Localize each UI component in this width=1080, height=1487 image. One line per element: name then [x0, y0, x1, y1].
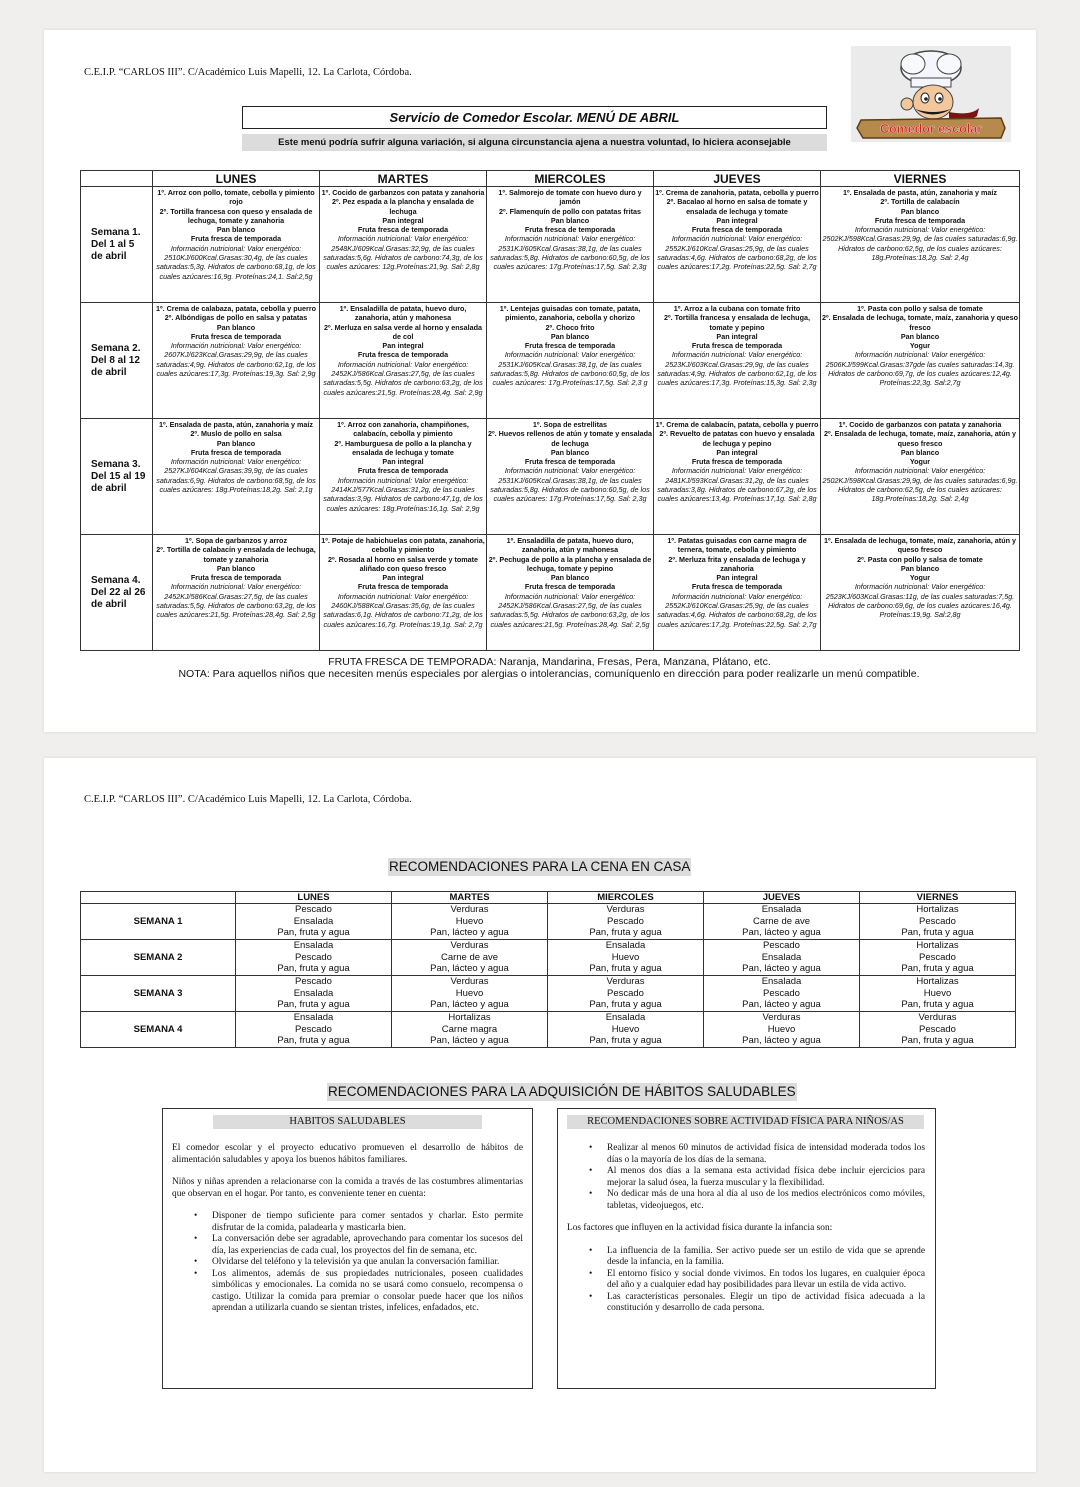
dish-line: 1º. Salmorejo de tomate con huevo duro y jamón: [498, 188, 642, 207]
dish-line: 2º. Pechuga de pollo a la plancha y ensalada de lechuga, tomate y pepino: [488, 554, 652, 573]
cena-item: Pan, fruta y agua: [589, 927, 662, 939]
cena-item: Pescado: [919, 915, 956, 927]
cena-item: Pan, fruta y agua: [901, 927, 974, 939]
cena-cell: [860, 976, 1016, 1012]
dish-line: Fruta fresca de temporada: [691, 457, 783, 467]
nutrition-info: Información nutricional: Valor energético: 2506KJ/599Kcal.Grasas:37gde las cuales saturadas:14,3g. Hidratos de carbono:69,7g, de los cuales azúcares:12,4g. Proteínas:22,3g. Sal:2,7g: [825, 350, 1015, 388]
dish-line: Fruta fresca de temporada: [357, 582, 449, 592]
menu-cell: [654, 187, 821, 303]
dish-line: Pan blanco: [216, 322, 256, 332]
dish-line: 2º. Muslo de pollo en salsa: [190, 429, 282, 439]
dish-line: 2º. Bacalao al horno en salsa de tomate y ensalada de lechuga y tomate: [666, 197, 808, 216]
dish-line: Pan blanco: [550, 447, 590, 457]
menu-cell: [153, 303, 320, 419]
list-item: • Disponer de tiempo suficiente para comer sentados y charlar. Esto permite disfrutar de la comida, paladearla y masticarla bien.: [212, 1211, 523, 1234]
dish-line: Fruta fresca de temporada: [691, 225, 783, 235]
cena-day-header: MIERCOLES: [548, 892, 704, 904]
cena-item: Pan, lácteo y agua: [742, 963, 821, 975]
menu-cell: [487, 535, 654, 651]
table-row: [81, 940, 1016, 976]
dish-line: Fruta fresca de temporada: [524, 341, 616, 351]
week-label-cell: [81, 535, 153, 651]
nutrition-info: Información nutricional: Valor energético: 2460KJ/588Kcal.Grasas:35,6g, de las cuales saturadas:6,1g. Hidratos de carbono:71,2g, de los cuales azúcares:16,7g. Proteínas:19,1g. Sal: 2,7g: [323, 591, 483, 629]
dish-line: Fruta fresca de temporada: [190, 234, 282, 244]
cena-cell: [236, 940, 392, 976]
cena-item: Pan, lácteo y agua: [430, 963, 509, 975]
cena-item: Huevo: [923, 987, 952, 999]
cena-cell: [392, 976, 548, 1012]
dish-line: Pan blanco: [900, 563, 940, 573]
cena-item: Pescado: [919, 1023, 956, 1035]
week-label-line: Del 8 al 12: [91, 355, 140, 366]
menu-cell: [821, 535, 1020, 651]
cena-item: Pan, fruta y agua: [901, 999, 974, 1011]
day-header: MARTES: [320, 171, 487, 187]
cena-day-header: VIERNES: [860, 892, 1016, 904]
menu-header-row: [81, 171, 1020, 187]
list-item: • La influencia de la familia. Ser activo puede ser un estilo de vida que se aprende desde la infancia, en la familia.: [607, 1246, 925, 1269]
cena-item: Pan, fruta y agua: [589, 963, 662, 975]
menu-cell: [487, 419, 654, 535]
cena-item: Pescado: [295, 904, 332, 915]
cena-item: Hortalizas: [448, 1012, 491, 1023]
week-label-line: Del 22 al 26: [91, 587, 146, 598]
menu-cell: [320, 303, 487, 419]
school-header: C.E.I.P. “CARLOS III”. C/Académico Luis Mapelli, 12. La Carlota, Córdoba.: [84, 67, 412, 78]
dish-line: 1º. Lentejas guisadas con tomate, patata, pimiento, zanahoria, cebolla y chorizo: [499, 304, 641, 323]
nutrition-info: Información nutricional: Valor energético: 2527KJ/604Kcal.Grasas:39,9g, de las cuales saturadas:6,9g. Hidratos de carbono:68,5g, de los cuales azúcares: 18g.Proteínas:18,2g. Sal: 2,1g: [156, 457, 316, 495]
dish-line: Fruta fresca de temporada: [874, 215, 966, 225]
list-item: • Al menos dos días a la semana esta actividad física debe incluir ejercicios para mejorar la salud ósea, la fuerza muscular y la flexibilidad.: [607, 1166, 925, 1189]
cena-item: Hortalizas: [916, 976, 959, 987]
menu-cell: [153, 535, 320, 651]
nutrition-info: Información nutricional: Valor energético: 2452KJ/586Kcal.Grasas:27,5g, de las cuales saturadas:5,5g. Hidratos de carbono:63,2g, de los cuales azúcares:21,5g. Proteínas:28,4g. Sal: 2,5g: [156, 582, 316, 620]
dish-line: 2º. Tortilla de calabacín: [880, 197, 960, 207]
cena-item: Hortalizas: [916, 940, 959, 951]
healthy-habits-heading: HABITOS SALUDABLES: [213, 1115, 482, 1129]
cena-item: Ensalada: [293, 940, 334, 951]
cena-cell: [392, 904, 548, 940]
menu-cell: [320, 535, 487, 651]
nutrition-info: Información nutricional: Valor energético: 2414KJ/577Kcal.Grasas:31,2g, de las cuales saturadas:3,9g. Hidratos de carbono:47,1g, de los cuales azúcares: 18g.Proteínas:16,1g. Sal: 2,9g: [323, 475, 483, 513]
dish-line: 1º. Arroz con zanahoria, champiñones, calabacín, cebolla y pimiento: [337, 420, 469, 439]
dish-line: 1º. Sopa de garbanzos y arroz: [184, 536, 288, 545]
menu-disclaimer: Este menú podría sufrir alguna variación, si alguna circunstancia ajena a nuestra voluntad, lo hiciera aconsejable: [242, 134, 827, 151]
activity-factors-intro: Los factores que influyen en la actividad física durante la infancia son:: [567, 1223, 833, 1233]
nutrition-info: Información nutricional: Valor energético: 2548KJ/609Kcal.Grasas:32,9g, de las cuales saturadas:5,6g. Hidratos de carbono:74,3g, de los cuales azúcares: 12g.Proteínas:21,9g. Sal: 2,8g: [323, 234, 483, 272]
cena-day-header: LUNES: [236, 892, 392, 904]
dish-line: 2º. Tortilla francesa y ensalada de lechuga, tomate y pepino: [664, 313, 810, 332]
cena-cell: [860, 1012, 1016, 1048]
dish-line: Pan blanco: [900, 331, 940, 341]
dish-line: Pan blanco: [216, 438, 256, 448]
cena-item: Pan, fruta y agua: [589, 1035, 662, 1047]
dish-line: 2º. Merluza en salsa verde al horno y ensalada de col: [323, 322, 483, 341]
week-label-cell: [81, 419, 153, 535]
dish-line: Fruta fresca de temporada: [190, 447, 282, 457]
cena-item: Huevo: [611, 951, 640, 963]
cena-cell: [392, 1012, 548, 1048]
nutrition-info: Información nutricional: Valor energético: 2531KJ/605Kcal.Grasas:38,1g, de las cuales saturadas:5,8g. Hidratos de carbono:60,5g, de los cuales azúcares: 17g.Proteínas:17,5g. Sal: 2,3g: [490, 234, 650, 272]
menu-cell: [320, 419, 487, 535]
cena-day-header: MARTES: [392, 892, 548, 904]
dish-line: 2º. Tortilla francesa con queso y ensalada de lechuga, tomate y zanahoria: [159, 206, 313, 225]
cena-item: Carne magra: [441, 1023, 498, 1035]
fruit-note: FRUTA FRESCA DE TEMPORADA: Naranja, Mandarina, Fresas, Pera, Manzana, Plátano, etc.: [328, 656, 771, 668]
cena-item: Pescado: [607, 915, 644, 927]
cena-item: Pan, fruta y agua: [277, 1035, 350, 1047]
physical-activity-list: [567, 1143, 925, 1212]
dish-line: Pan integral: [382, 341, 424, 351]
cena-cell: [236, 1012, 392, 1048]
day-header: LUNES: [153, 171, 320, 187]
cena-item: Pan, lácteo y agua: [742, 1035, 821, 1047]
nutrition-info: Información nutricional: Valor energético: 2510KJ/600Kcal.Grasas:30,4g, de las cuales saturadas:5,3g. Hidratos de carbono:68,1g, de los cuales azúcares:16,9g. Proteínas:24,1. Sal:2,5g: [156, 243, 316, 281]
list-item: • La conversación debe ser agradable, aprovechando para comentar los sucesos del día, las experiencias de cada cual, los proyectos del fin de semana, etc.: [212, 1234, 523, 1257]
dish-line: 1º. Ensalada de lechuga, tomate, maíz, zanahoria, atún y queso fresco: [824, 536, 1016, 555]
cena-item: Verduras: [606, 904, 645, 915]
menu-cell: [320, 187, 487, 303]
cena-cell: [392, 940, 548, 976]
dish-line: 1º. Patatas guisadas con carne magra de ternera, tomate, cebolla y pimiento: [667, 536, 807, 555]
cena-cell: [548, 904, 704, 940]
cena-header-row: [81, 892, 1016, 904]
cena-item: Ensalada: [605, 940, 646, 951]
table-row: [81, 976, 1016, 1012]
menu-cell: [654, 535, 821, 651]
dish-line: 1º. Ensaladilla de patata, huevo duro, zanahoria, atún y mahonesa: [506, 536, 634, 555]
cena-item: Pan, fruta y agua: [901, 963, 974, 975]
day-header: JUEVES: [654, 171, 821, 187]
cena-item: Pescado: [607, 987, 644, 999]
cena-corner-cell: [81, 892, 236, 904]
menu-cell: [153, 187, 320, 303]
cena-item: Ensalada: [761, 904, 802, 915]
dish-line: Pan integral: [716, 573, 758, 583]
list-item: • Olvidarse del teléfono y la televisión ya que anulan la conversación familiar.: [212, 1257, 523, 1269]
recommendations-page: [44, 758, 1036, 1472]
cena-item: Pan, fruta y agua: [277, 963, 350, 975]
week-label-line: de abril: [91, 367, 127, 378]
cena-item: Carne de ave: [440, 951, 499, 963]
cena-cell: [236, 976, 392, 1012]
dish-line: Fruta fresca de temporada: [190, 573, 282, 583]
cena-cell: [548, 976, 704, 1012]
menu-page: [44, 30, 1036, 732]
dish-line: Pan integral: [382, 457, 424, 467]
list-item: • Los alimentos, además de sus propiedades nutricionales, poseen cualidades simbólicas y emocionales. La comida no se usará como consuelo, recompensa o castigo. Utilizar la comida para premiar o consolar puede hacer que los niños aprendan a utilizarla cuando se sientan tristes, infelices, enfadados, etc.: [212, 1269, 523, 1315]
healthy-habits-intro: El comedor escolar y el proyecto educativo promueven el desarrollo de hábitos de alimentación saludables y apoya los buenos hábitos familiares.: [172, 1143, 523, 1165]
cena-item: Huevo: [611, 1023, 640, 1035]
cena-week-label: SEMANA 2: [81, 940, 236, 976]
healthy-habits-list: [172, 1211, 523, 1315]
cena-item: Verduras: [450, 904, 489, 915]
cena-cell: [704, 940, 860, 976]
cena-item: Carne de ave: [752, 915, 811, 927]
cena-section-title: RECOMENDACIONES PARA LA CENA EN CASA: [389, 859, 691, 874]
dish-line: Pan blanco: [550, 573, 590, 583]
dish-line: 1º. Arroz con pollo, tomate, cebolla y pimiento rojo: [157, 188, 315, 207]
week-label-line: de abril: [91, 483, 127, 494]
cena-item: Ensalada: [605, 1012, 646, 1023]
physical-activity-heading: RECOMENDACIONES SOBRE ACTIVIDAD FÍSICA PARA NIÑOS/AS: [567, 1115, 924, 1129]
cena-item: Pan, fruta y agua: [277, 999, 350, 1011]
cena-item: Pescado: [295, 951, 332, 963]
dish-line: 2º. Choco frito: [545, 322, 595, 332]
activity-factors-list: [567, 1246, 925, 1315]
week-label-line: Semana 3.: [91, 459, 141, 470]
dish-line: 1º. Cocido de garbanzos con patata y zanahoria: [321, 188, 485, 197]
cena-cell: [860, 940, 1016, 976]
dish-line: 1º. Crema de calabaza, patata, cebolla y puerro: [155, 304, 317, 313]
menu-cell: [487, 187, 654, 303]
dish-line: 2º. Tortilla de calabacín y ensalada de lechuga, tomate y zanahoria: [156, 545, 316, 564]
nutrition-info: Información nutricional: Valor energético: 2523KJ/603Kcal.Grasas:11g, de las cuales saturadas:7,5g. Hidratos de carbono:69,6g, de los cuales azúcares:16,4g. Proteínas:19,9g. Sal:2,8g: [825, 582, 1015, 620]
day-header: MIERCOLES: [487, 171, 654, 187]
school-header: C.E.I.P. “CARLOS III”. C/Académico Luis Mapelli, 12. La Carlota, Córdoba.: [84, 794, 412, 805]
dish-line: Pan integral: [716, 215, 758, 225]
cena-item: Verduras: [918, 1012, 957, 1023]
week-label-line: Del 15 al 19: [91, 471, 146, 482]
dish-line: Pan blanco: [216, 563, 256, 573]
dish-line: Pan integral: [382, 215, 424, 225]
table-row: [81, 419, 1020, 535]
dish-line: 1º. Ensalada de pasta, atún, zanahoria y maíz: [158, 420, 313, 429]
table-row: [81, 535, 1020, 651]
menu-cell: [654, 303, 821, 419]
healthy-habits-context: Niños y niñas aprenden a relacionarse con la comida a través de las costumbres alimentarias que observan en el hogar. Por tanto, es conveniente tener en cuenta:: [172, 1177, 523, 1199]
menu-cell: [487, 303, 654, 419]
dish-line: Yogur: [909, 573, 931, 583]
dish-line: 2º. Pez espada a la plancha y ensalada de lechuga: [331, 197, 475, 216]
dish-line: Fruta fresca de temporada: [524, 225, 616, 235]
cena-item: Pan, fruta y agua: [277, 927, 350, 939]
cena-item: Pan, lácteo y agua: [742, 999, 821, 1011]
week-label-line: Semana 4.: [91, 575, 141, 586]
cena-cell: [704, 904, 860, 940]
week-label-line: Semana 1.: [91, 227, 141, 238]
physical-activity-box: [557, 1108, 936, 1389]
nutrition-info: Información nutricional: Valor energético: 2452KJ/586Kcal.Grasas:27,5g, de las cuales saturadas:5,5g. Hidratos de carbono:63,2g, de los cuales azúcares:21,5g. Proteínas:28,4g. Sal: 2,5g: [490, 591, 650, 629]
cena-item: Ensalada: [293, 1012, 334, 1023]
dish-line: 1º. Ensaladilla de patata, huevo duro, zanahoria, atún y mahonesa: [339, 304, 467, 323]
cena-table: [80, 891, 1016, 1048]
table-row: [81, 303, 1020, 419]
dish-line: Pan integral: [382, 573, 424, 583]
dish-line: 2º. Revuelto de patatas con huevo y ensalada de lechuga y pepino: [659, 429, 815, 448]
cena-item: Ensalada: [293, 915, 334, 927]
menu-cell: [821, 187, 1020, 303]
cena-cell: [236, 904, 392, 940]
menu-table: [80, 170, 1020, 651]
dish-line: 1º. Sopa de estrellitas: [532, 420, 608, 429]
dish-line: 1º. Potaje de habichuelas con patata, zanahoria, cebolla y pimiento: [321, 536, 485, 555]
dish-line: Pan blanco: [550, 215, 590, 225]
week-label-line: de abril: [91, 599, 127, 610]
list-item: • Realizar al menos 60 minutos de actividad física de intensidad moderada todos los días o la mayoría de los días de la semana.: [607, 1143, 925, 1166]
cena-item: Huevo: [767, 1023, 796, 1035]
dish-line: Yogur: [909, 457, 931, 467]
cena-item: Pan, lácteo y agua: [430, 999, 509, 1011]
dish-line: 2º. Albóndigas de pollo en salsa y patatas: [164, 313, 308, 323]
cena-item: Huevo: [455, 987, 484, 999]
dish-line: 1º. Ensalada de pasta, atún, zanahoria y maíz: [842, 188, 997, 197]
dish-line: Fruta fresca de temporada: [357, 350, 449, 360]
menu-cell: [153, 419, 320, 535]
table-row: [81, 1012, 1016, 1048]
cena-item: Hortalizas: [916, 904, 959, 915]
week-label-line: Del 1 al 5: [91, 239, 135, 250]
cena-item: Verduras: [606, 976, 645, 987]
week-label-line: Semana 2.: [91, 343, 141, 354]
dish-line: 2º. Rosada al horno en salsa verde y tomate aliñado con queso fresco: [327, 554, 479, 573]
dish-line: Yogur: [909, 341, 931, 351]
cena-item: Pescado: [763, 940, 800, 951]
list-item: • Las características personales. Elegir un tipo de actividad física adecuada a la constitución y desarrollo de cada persona.: [607, 1292, 925, 1315]
special-menu-note: NOTA: Para aquellos niños que necesiten menús especiales por alergias o intolerancias, comuníquenlo en dirección para poder realizarle un menú compatible.: [178, 668, 920, 680]
cena-day-header: JUEVES: [704, 892, 860, 904]
nutrition-info: Información nutricional: Valor energético: 2502KJ/598Kcal.Grasas:29,9g, de las cuales saturadas:6,9g. Hidratos de carbono:62,5g, de los cuales azúcares: 18g.Proteínas:18,2g. Sal: 2,4g: [822, 466, 1018, 504]
cena-cell: [548, 1012, 704, 1048]
menu-title: Servicio de Comedor Escolar. MENÚ DE ABRIL: [242, 106, 827, 129]
nutrition-info: Información nutricional: Valor energético: 2531KJ/605Kcal.Grasas:38,1g, de las cuales saturadas:5,8g. Hidratos de carbono:60,5g, de los cuales azúcares: 17g.Proteínas:17,5g. Sal: 2,3 g: [490, 350, 650, 388]
dish-line: Fruta fresca de temporada: [357, 225, 449, 235]
cena-item: Pan, lácteo y agua: [430, 927, 509, 939]
dish-line: Fruta fresca de temporada: [691, 582, 783, 592]
cena-item: Ensalada: [293, 987, 334, 999]
cena-item: Pescado: [295, 1023, 332, 1035]
menu-cell: [654, 419, 821, 535]
dish-line: Pan blanco: [550, 331, 590, 341]
cena-item: Verduras: [450, 976, 489, 987]
nutrition-info: Información nutricional: Valor energético: 2523KJ/603Kcal.Grasas:29,9g, de las cuales saturadas:4,9g. Hidratos de carbono:62,1g, de los cuales azúcares:17,3g. Proteínas:15,3g. Sal: 2,3g: [657, 350, 817, 388]
comedor-escolar-logo: [851, 46, 1011, 142]
dish-line: 1º. Crema de calabacín, patata, cebolla y puerro: [655, 420, 819, 429]
cena-week-label: SEMANA 1: [81, 904, 236, 940]
table-row: [81, 904, 1016, 940]
cena-item: Pescado: [919, 951, 956, 963]
cena-cell: [860, 904, 1016, 940]
week-label-cell: [81, 303, 153, 419]
dish-line: Fruta fresca de temporada: [524, 457, 616, 467]
dish-line: 1º. Cocido de garbanzos con patata y zanahoria: [838, 420, 1002, 429]
cena-cell: [704, 976, 860, 1012]
menu-cell: [821, 419, 1020, 535]
cena-item: Verduras: [450, 940, 489, 951]
cena-week-label: SEMANA 3: [81, 976, 236, 1012]
dish-line: Pan blanco: [900, 447, 940, 457]
dish-line: 2º. Ensalada de lechuga, tomate, maíz, zanahoria, atún y queso fresco: [824, 429, 1016, 448]
dish-line: 2º. Merluza frita y ensalada de lechuga y zanahoria: [668, 554, 806, 573]
nutrition-info: Información nutricional: Valor energético: 2607KJ/623Kcal.Grasas:29,9g, de las cuales saturadas:4,9g. Hidratos de carbono:62,1g, de los cuales azúcares:17,3g. Proteínas:19,3g. Sal: 2,9g: [156, 341, 316, 379]
dish-line: 2º. Pasta con pollo y salsa de tomate: [857, 554, 983, 564]
dish-line: 1º. Pasta con pollo y salsa de tomate: [857, 304, 983, 313]
dish-line: 1º. Arroz a la cubana con tomate frito: [673, 304, 801, 313]
nutrition-info: Información nutricional: Valor energético: 2552KJ/610Kcal.Grasas:25,9g, de las cuales saturadas:4,6g. Hidratos de carbono:68,2g, de los cuales azúcares:17,2g. Proteínas:22,5g. Sal: 2,7g: [657, 591, 817, 629]
menu-corner-cell: [81, 171, 153, 187]
cena-item: Huevo: [455, 915, 484, 927]
cena-item: Verduras: [762, 1012, 801, 1023]
dish-line: 2º. Hamburguesa de pollo a la plancha y ensalada de lechuga y tomate: [334, 438, 472, 457]
healthy-habits-box: [162, 1108, 533, 1389]
cena-item: Pan, lácteo y agua: [430, 1035, 509, 1047]
cena-week-label: SEMANA 4: [81, 1012, 236, 1048]
dish-line: Fruta fresca de temporada: [524, 582, 616, 592]
dish-line: 2º. Huevos rellenos de atún y tomate y ensalada de lechuga: [488, 429, 653, 448]
cena-item: Pan, fruta y agua: [901, 1035, 974, 1047]
svg-text:Comedor escolar: Comedor escolar: [879, 122, 983, 136]
menu-cell: [821, 303, 1020, 419]
dish-line: Pan integral: [716, 331, 758, 341]
nutrition-info: Información nutricional: Valor energético: 2552KJ/610Kcal.Grasas:25,9g, de las cuales saturadas:4,6g. Hidratos de carbono:68,2g, de los cuales azúcares:17,2g. Proteínas:22,5g. Sal: 2,7g: [657, 234, 817, 272]
nutrition-info: Información nutricional: Valor energético: 2502KJ/598Kcal.Grasas:29,9g, de las cuales saturadas:6,9g. Hidratos de carbono:62,5g, de los cuales azúcares: 18g.Proteínas:18,2g. Sal: 2,4g: [822, 225, 1018, 263]
nutrition-info: Información nutricional: Valor energético: 2452KJ/586Kcal.Grasas:27,5g, de las cuales saturadas:5,5g. Hidratos de carbono:63,2g, de los cuales azúcares:21,5g. Proteínas:28,4g. Sal: 2,9g: [323, 359, 483, 397]
week-label-cell: [81, 187, 153, 303]
cena-item: Pan, lácteo y agua: [742, 927, 821, 939]
nutrition-info: Información nutricional: Valor energético: 2531KJ/605Kcal.Grasas:38,1g, de las cuales saturadas:5,8g. Hidratos de carbono:60,5g, de los cuales azúcares: 17g.Proteínas:17,5g. Sal: 2,3g: [490, 466, 650, 504]
dish-line: 2º. Flamenquín de pollo con patatas fritas: [498, 206, 641, 216]
list-item: • No dedicar más de una hora al día al uso de los medios electrónicos como móviles, tabletas, videojuegos, etc.: [607, 1189, 925, 1212]
day-header: VIERNES: [821, 171, 1020, 187]
week-label-line: de abril: [91, 251, 127, 262]
habits-section-title: RECOMENDACIONES PARA LA ADQUISICIÓN DE HÁBITOS SALUDABLES: [328, 1084, 796, 1099]
nutrition-info: Información nutricional: Valor energético: 2481KJ/593Kcal.Grasas:31,2g, de las cuales saturadas:3,8g. Hidratos de carbono:67,2g, de los cuales azúcares:13,4g. Proteínas:17,1g. Sal: 2,8g: [657, 466, 817, 504]
dish-line: Fruta fresca de temporada: [691, 341, 783, 351]
cena-item: Ensalada: [761, 976, 802, 987]
cena-item: Ensalada: [761, 951, 802, 963]
cena-cell: [704, 1012, 860, 1048]
dish-line: 2º. Ensalada de lechuga, tomate, maíz, zanahoria y queso fresco: [822, 313, 1018, 332]
dish-line: Fruta fresca de temporada: [190, 331, 282, 341]
dish-line: 1º. Crema de zanahoria, patata, cebolla y puerro: [655, 188, 819, 197]
dish-line: Pan blanco: [900, 206, 940, 216]
cena-item: Pan, fruta y agua: [589, 999, 662, 1011]
dish-line: Pan blanco: [216, 225, 256, 235]
dish-line: Pan integral: [716, 447, 758, 457]
dish-line: Fruta fresca de temporada: [357, 466, 449, 476]
cena-item: Pescado: [295, 976, 332, 987]
table-row: [81, 187, 1020, 303]
chef-logo-icon: [851, 46, 1011, 142]
list-item: • El entorno físico y social donde vivimos. En todos los lugares, en cualquier época del año y a cualquier edad hay posibilidades para llevar un estila de vida activo.: [607, 1269, 925, 1292]
cena-item: Pescado: [763, 987, 800, 999]
cena-cell: [548, 940, 704, 976]
